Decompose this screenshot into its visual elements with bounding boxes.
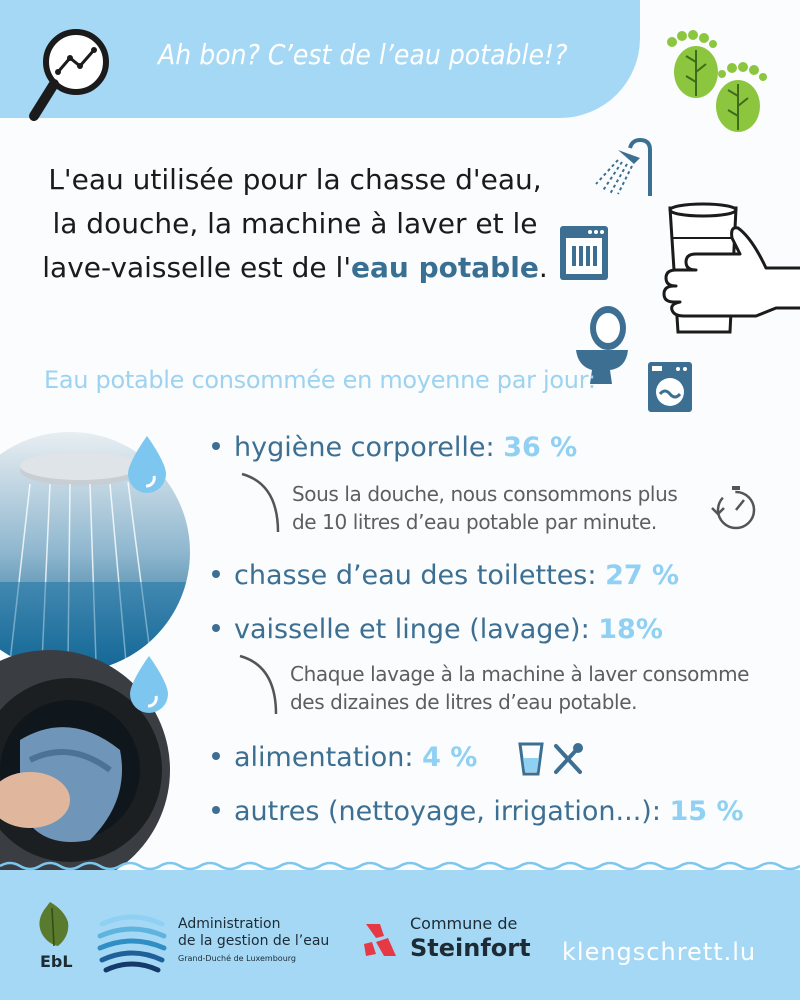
wave-divider <box>0 856 800 880</box>
stopwatch-icon <box>708 484 760 536</box>
list-item: autres (nettoyage, irrigation...): 15 % <box>212 796 744 827</box>
magnifier-chart-icon <box>26 20 116 129</box>
shower-note: Sous la douche, nous consommons plus de 10 litres d’eau potable par minute. <box>292 482 678 534</box>
cutlery-icon <box>552 742 584 780</box>
intro-text: L'eau utilisée pour la chasse d'eau, la douche, la machine à laver et le lave-vaisselle est de l'eau potable. <box>42 163 548 284</box>
water-admin-logo <box>96 908 168 978</box>
list-item: vaisselle et linge (lavage): 18% <box>212 614 663 645</box>
footprints-leaf-icon <box>660 30 770 134</box>
ebl-label: EbL <box>40 952 73 971</box>
bracket-decoration <box>238 470 284 540</box>
list-item: chasse d’eau des toilettes: 27 % <box>212 560 679 591</box>
commune-label: Commune de <box>410 914 518 933</box>
list-item: hygiène corporelle: 36 % <box>212 432 577 463</box>
ebl-logo <box>34 900 74 954</box>
water-drop-icon <box>128 436 166 498</box>
laundry-note: Chaque lavage à la machine à laver consomme des dizaines de litres d’eau potable. <box>290 662 750 714</box>
water-admin-name: Administration de la gestion de l’eau Grand-Duché de Luxembourg <box>178 916 330 963</box>
water-drop-icon <box>130 656 168 718</box>
glass-hand-icon <box>656 198 800 344</box>
intro-highlight: eau potable <box>351 251 539 284</box>
steinfort-logo-icon <box>362 920 400 964</box>
bracket-decoration <box>236 652 282 722</box>
dishwasher-icon <box>560 226 608 284</box>
header-title: Ah bon? C’est de l’eau potable!? <box>158 38 568 71</box>
shower-icon <box>592 136 662 202</box>
washing-machine-icon <box>648 362 692 416</box>
consumption-subtitle: Eau potable consommée en moyenne par jour: <box>44 366 596 394</box>
website-link[interactable]: klengschrett.lu <box>562 938 757 966</box>
list-item: alimentation: 4 % <box>212 742 477 773</box>
commune-name: Steinfort <box>410 934 531 962</box>
glass-icon <box>518 742 544 780</box>
